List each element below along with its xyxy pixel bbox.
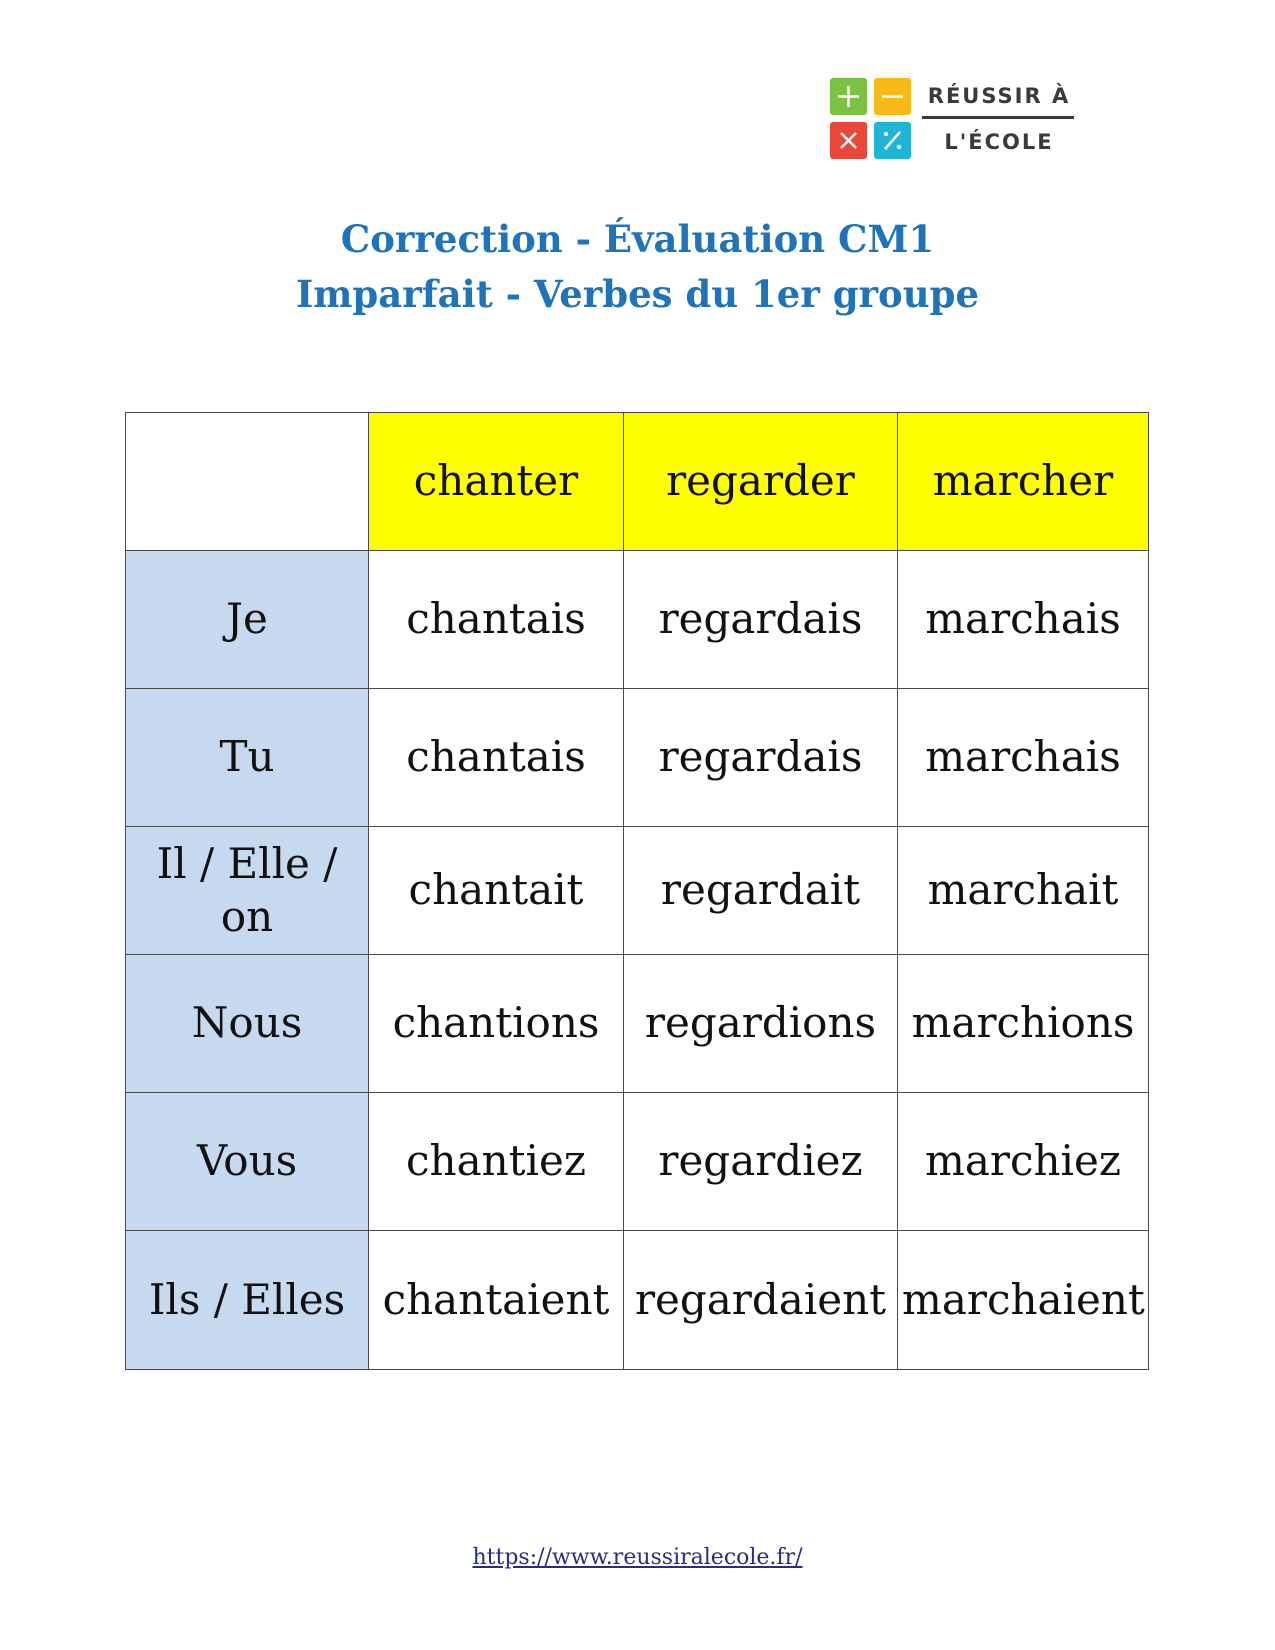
conjugation-cell: marchaient [898, 1231, 1149, 1370]
conjugation-cell: chantais [369, 551, 624, 689]
table-row [126, 551, 1149, 689]
table-row [126, 955, 1149, 1093]
table-row [126, 1093, 1149, 1231]
logo-icon-grid [830, 78, 914, 160]
conjugation-cell: marchions [898, 955, 1149, 1093]
table-header-row [126, 413, 1149, 551]
times-icon [830, 122, 867, 159]
conjugation-cell: regardait [624, 827, 898, 955]
logo-text-line1: RÉUSSIR À [927, 84, 1071, 108]
conjugation-cell: regardiez [624, 1093, 898, 1231]
conjugation-cell: regardions [624, 955, 898, 1093]
table-corner-cell [126, 413, 369, 551]
pronoun-cell: Il / Elle / on [126, 827, 369, 955]
table-row [126, 1231, 1149, 1370]
conjugation-cell: chantaient [369, 1231, 624, 1370]
conjugation-cell: marchais [898, 551, 1149, 689]
conjugation-cell: chantions [369, 955, 624, 1093]
verb-header: regarder [624, 413, 898, 551]
pronoun-cell: Nous [126, 955, 369, 1093]
pronoun-cell: Tu [126, 689, 369, 827]
website-link[interactable]: https://www.reussiralecole.fr/ [472, 1545, 803, 1570]
table-row [126, 689, 1149, 827]
conjugation-cell: regardais [624, 689, 898, 827]
plus-icon [830, 78, 867, 115]
conjugation-cell: chantais [369, 689, 624, 827]
conjugation-cell: chantiez [369, 1093, 624, 1231]
conjugation-cell: marchait [898, 827, 1149, 955]
logo-text-line2: L'ÉCOLE [944, 130, 1054, 154]
conjugation-cell: regardais [624, 551, 898, 689]
pronoun-cell: Je [126, 551, 369, 689]
percent-icon [874, 122, 911, 159]
minus-icon [874, 78, 911, 115]
pronoun-cell: Ils / Elles [126, 1231, 369, 1370]
verb-header: marcher [898, 413, 1149, 551]
pronoun-cell: Vous [126, 1093, 369, 1231]
conjugation-cell: marchais [898, 689, 1149, 827]
verb-header: chanter [369, 413, 624, 551]
page-subtitle: Imparfait - Verbes du 1er groupe [295, 272, 980, 316]
table-row [126, 827, 1149, 955]
conjugation-table [125, 412, 1149, 1370]
conjugation-cell: marchiez [898, 1093, 1149, 1231]
conjugation-cell: regardaient [624, 1231, 898, 1370]
page-title: Correction - Évaluation CM1 [340, 217, 935, 261]
conjugation-cell: chantait [369, 827, 624, 955]
logo-divider [922, 116, 1074, 119]
footer [0, 1545, 1275, 1570]
site-logo [830, 78, 1080, 160]
